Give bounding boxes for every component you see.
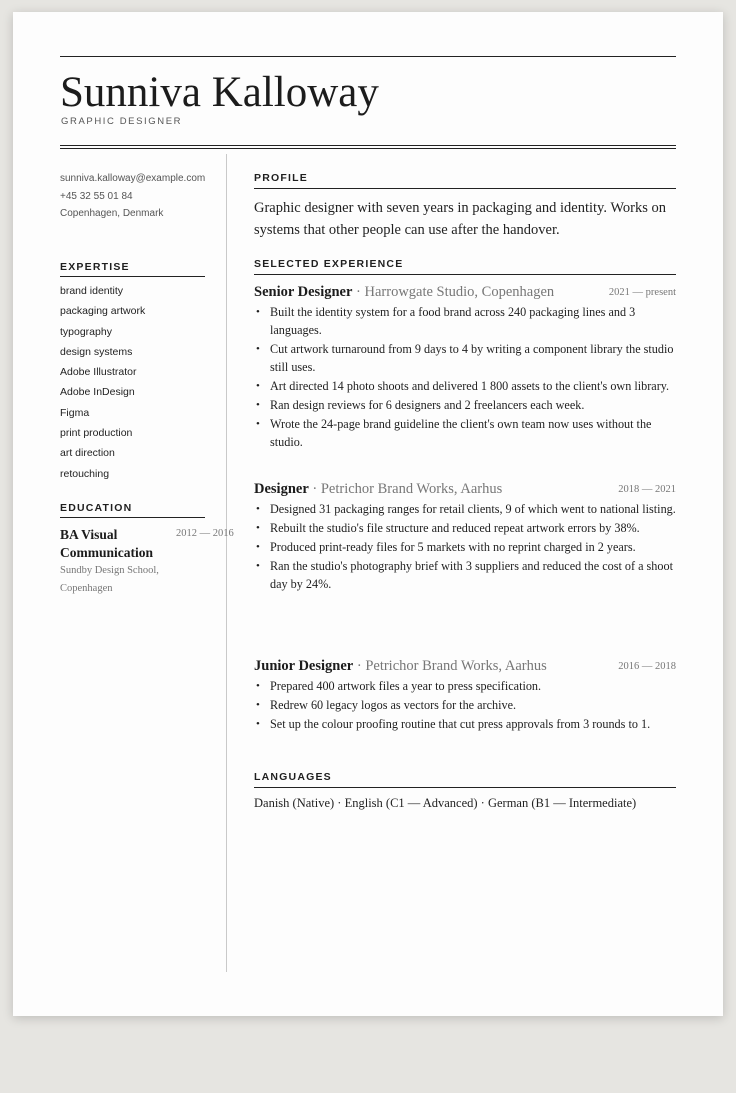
- job-header: [254, 656, 676, 676]
- job-bullet: • Prepared 400 artwork files a year to press specification.: [254, 677, 676, 695]
- expertise-item: packaging artwork: [60, 305, 146, 318]
- header-bottom-rule-inner: [60, 148, 676, 149]
- expertise-item: Adobe Illustrator: [60, 366, 137, 379]
- expertise-item: brand identity: [60, 285, 124, 297]
- candidate-role: GRAPHIC DESIGNER: [61, 116, 183, 127]
- profile-summary: Graphic designer with seven years in packaging and identity. Works on systems that other people can use after the handover.: [254, 200, 666, 238]
- job-separator: ·: [353, 658, 366, 674]
- profile-heading: PROFILE: [254, 172, 676, 189]
- job-separator: ·: [352, 284, 365, 300]
- job-header: [254, 282, 676, 302]
- job-bullet: • Built the identity system for a food brand across 240 packaging lines and 3 languages.: [254, 303, 676, 339]
- job-bullet: • Set up the colour proofing routine that cut press approvals from 3 rounds to 1.: [254, 715, 676, 733]
- job-bullet: • Wrote the 24-page brand guideline the client's own team now uses without the studio.: [254, 415, 676, 451]
- job-bullets: [254, 677, 676, 733]
- education-heading: EDUCATION: [60, 502, 205, 518]
- job-bullet: • Ran design reviews for 6 designers and 2 freelancers each week.: [254, 396, 676, 414]
- job-company: Petrichor Brand Works, Aarhus: [320, 481, 503, 497]
- job-bullet: • Art directed 14 photo shoots and delivered 1 800 assets to the client's own library.: [254, 377, 676, 395]
- job-bullet: • Redrew 60 legacy logos as vectors for the archive.: [254, 696, 676, 714]
- job-title: Designer: [254, 481, 309, 497]
- job-bullet: • Ran the studio's photography brief with 3 suppliers and reduced the cost of a shoot day by 24%.: [254, 557, 676, 593]
- expertise-item: Adobe InDesign: [60, 386, 135, 399]
- job-entry: [254, 479, 676, 594]
- education-dates: 2012 — 2016: [176, 528, 234, 539]
- experience-heading: SELECTED EXPERIENCE: [254, 258, 676, 275]
- job-dates: 2018 — 2021: [618, 484, 676, 495]
- contact-email[interactable]: sunniva.kalloway@example.com: [60, 173, 206, 184]
- contact-location: Copenhagen, Denmark: [60, 208, 164, 219]
- expertise-item: Figma: [60, 406, 90, 419]
- expertise-list: [60, 284, 206, 487]
- expertise-item: retouching: [60, 467, 110, 480]
- job-company: Harrowgate Studio, Copenhagen: [364, 284, 555, 300]
- expertise-item: print production: [60, 427, 133, 440]
- job-dates: 2016 — 2018: [618, 661, 676, 672]
- expertise-item: art direction: [60, 447, 115, 460]
- candidate-name: Sunniva Kalloway: [60, 69, 379, 116]
- job-separator: ·: [308, 481, 321, 497]
- expertise-item: typography: [60, 325, 112, 338]
- job-bullet: • Produced print-ready files for 5 markets with no reprint charged in 2 years.: [254, 538, 676, 556]
- contact-phone[interactable]: +45 32 55 01 84: [60, 190, 133, 202]
- job-header: [254, 479, 676, 499]
- education-school: Sundby Design School, Copenhagen: [60, 565, 159, 594]
- contact-block: [60, 170, 206, 223]
- job-bullet: • Cut artwork turnaround from 9 days to 4 by writing a component library the studio still uses.: [254, 340, 676, 376]
- job-dates: 2021 — present: [608, 287, 676, 298]
- job-entry: [254, 282, 676, 452]
- job-title: Senior Designer: [254, 284, 353, 300]
- job-entry: [254, 656, 676, 734]
- header-bottom-rule: [60, 145, 676, 146]
- expertise-item: design systems: [60, 345, 133, 358]
- job-bullet: • Rebuilt the studio's file structure and reduced repeat artwork errors by 38%.: [254, 519, 676, 537]
- languages-list: Danish (Native) · English (C1 — Advanced) · German (B1 — Intermediate): [254, 796, 637, 810]
- resume-page: [13, 12, 723, 1016]
- job-bullets: [254, 303, 676, 451]
- job-bullet: • Designed 31 packaging ranges for retail clients, 9 of which went to national listing.: [254, 500, 676, 518]
- languages-heading: LANGUAGES: [254, 771, 676, 788]
- job-company: Petrichor Brand Works, Aarhus: [365, 658, 547, 674]
- header-top-rule: [60, 56, 676, 57]
- column-divider: [226, 154, 227, 972]
- expertise-heading: EXPERTISE: [60, 261, 205, 277]
- job-title: Junior Designer: [254, 658, 354, 674]
- education-degree: BA Visual Communication: [60, 527, 154, 560]
- job-bullets: [254, 500, 676, 593]
